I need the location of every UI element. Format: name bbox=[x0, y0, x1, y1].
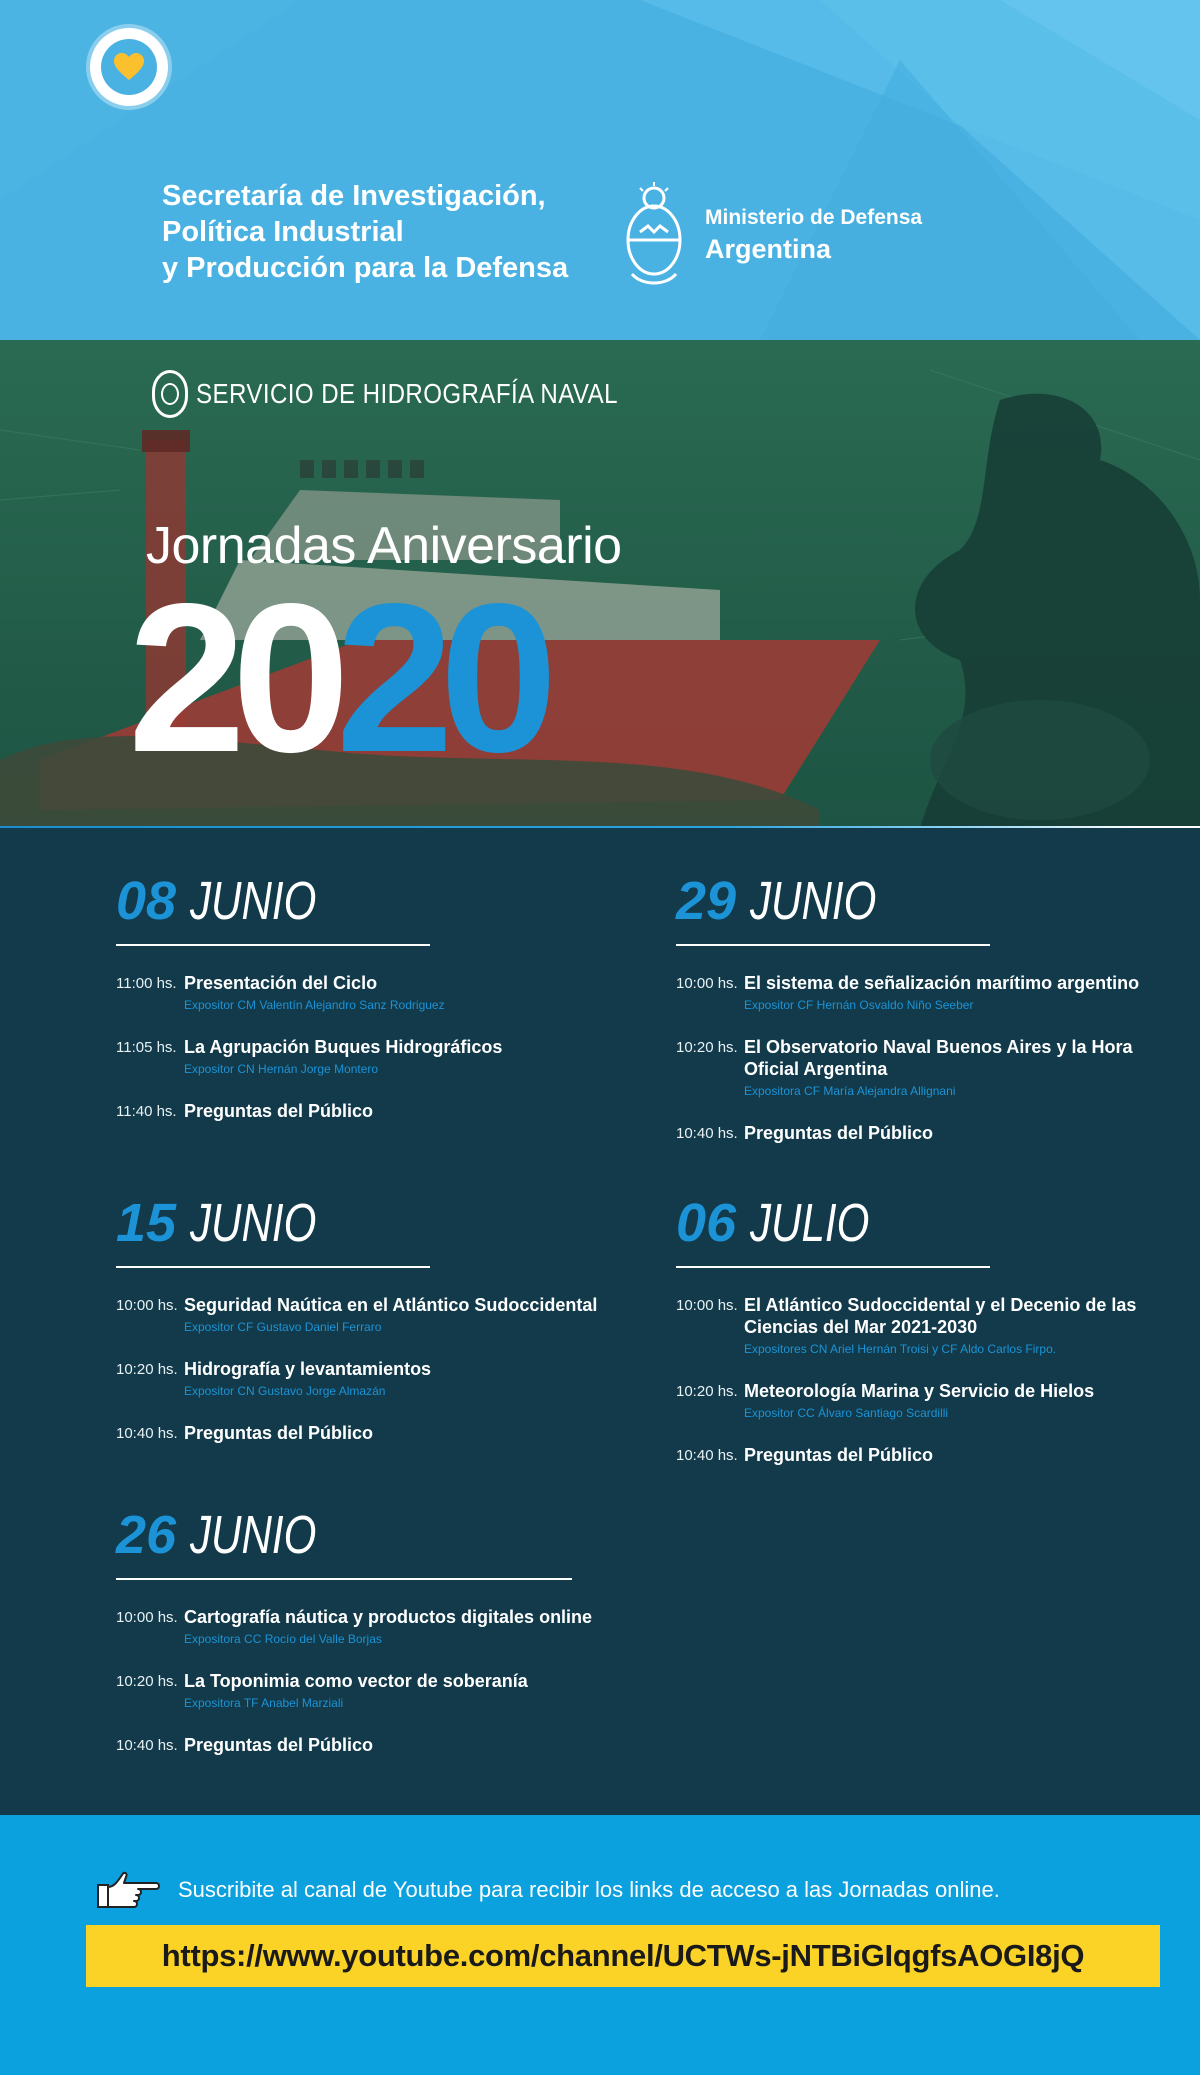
header-banner bbox=[0, 0, 1200, 340]
item-time: 10:20 hs. bbox=[676, 1383, 738, 1400]
day-block-29-junio bbox=[676, 870, 1166, 1168]
day-divider bbox=[676, 944, 990, 946]
item-time: 10:00 hs. bbox=[116, 1609, 178, 1626]
event-year bbox=[128, 559, 544, 796]
hero-banner bbox=[0, 340, 1200, 828]
item-title: Hidrografía y levantamientos bbox=[184, 1359, 432, 1379]
item-title: Preguntas del Público bbox=[184, 1101, 374, 1121]
day-month: JUNIO bbox=[750, 871, 877, 931]
item-time: 10:00 hs. bbox=[676, 1297, 738, 1314]
year-part-blue: 20 bbox=[335, 559, 544, 796]
heart-icon bbox=[114, 53, 144, 81]
item-time: 10:40 hs. bbox=[676, 1125, 738, 1142]
schedule-item bbox=[116, 1734, 636, 1756]
secretaria-line: Secretaría de Investigación, bbox=[162, 180, 546, 212]
day-number: 08 bbox=[116, 871, 177, 931]
item-speaker: Expositor CC Álvaro Santiago Scardilli bbox=[744, 1406, 949, 1420]
item-time: 10:20 hs. bbox=[116, 1673, 178, 1690]
ministerio-line-2: Argentina bbox=[705, 234, 832, 264]
item-title: Preguntas del Público bbox=[744, 1445, 934, 1465]
header-background-pattern bbox=[0, 0, 1200, 340]
schedule-item bbox=[116, 1606, 636, 1646]
item-speaker: Expositor CM Valentín Alejandro Sanz Rodriguez bbox=[184, 998, 445, 1012]
item-speaker: Expositor CN Hernán Jorge Montero bbox=[184, 1062, 379, 1076]
youtube-channel-link[interactable]: https://www.youtube.com/channel/UCTWs-jNTBiGIqgfsAOGI8jQ bbox=[161, 1938, 1085, 1973]
schedule-item bbox=[116, 1358, 636, 1398]
schedule-item bbox=[116, 1036, 616, 1076]
item-time: 10:00 hs. bbox=[676, 975, 738, 992]
schedule-item bbox=[116, 972, 616, 1012]
day-divider bbox=[116, 1578, 572, 1580]
day-number: 06 bbox=[676, 1193, 737, 1253]
day-number: 26 bbox=[116, 1505, 177, 1565]
item-title: El Atlántico Sudoccidental y el Decenio de las Ciencias del Mar 2021-2030 bbox=[744, 1295, 1137, 1337]
day-divider bbox=[676, 1266, 990, 1268]
item-title: La Agrupación Buques Hidrográficos bbox=[184, 1037, 503, 1057]
service-name: SERVICIO DE HIDROGRAFÍA NAVAL bbox=[196, 378, 618, 409]
schedule-item bbox=[116, 1422, 636, 1444]
ministerio-line-1: Ministerio de Defensa bbox=[705, 206, 923, 229]
item-title: Cartografía náutica y productos digitales online bbox=[184, 1607, 593, 1627]
day-block-15-junio bbox=[116, 1192, 636, 1468]
year-part-white: 20 bbox=[128, 559, 336, 796]
pointing-hand-icon bbox=[96, 1867, 160, 1913]
schedule-item bbox=[676, 1380, 1166, 1420]
item-title: Preguntas del Público bbox=[184, 1735, 374, 1755]
schedule-item bbox=[116, 1100, 616, 1122]
item-time: 11:05 hs. bbox=[116, 1039, 177, 1056]
day-number: 15 bbox=[116, 1193, 177, 1253]
day-block-06-julio bbox=[676, 1192, 1166, 1490]
schedule-item bbox=[116, 1294, 636, 1334]
item-time: 10:20 hs. bbox=[676, 1039, 738, 1056]
secretaria-line: Política Industrial bbox=[162, 216, 404, 248]
youtube-url-box bbox=[86, 1925, 1160, 1987]
day-month: JUNIO bbox=[190, 871, 317, 931]
event-title: Jornadas Aniversario bbox=[146, 517, 622, 575]
day-heading bbox=[116, 870, 616, 932]
item-speaker: Expositores CN Ariel Hernán Troisi y CF Aldo Carlos Firpo. bbox=[744, 1342, 1057, 1356]
national-coat-of-arms-icon bbox=[620, 182, 688, 286]
footer-banner bbox=[0, 1815, 1200, 2075]
schedule-section bbox=[0, 840, 1200, 1815]
schedule-item bbox=[676, 1444, 1166, 1466]
day-month: JUNIO bbox=[190, 1193, 317, 1253]
day-heading bbox=[676, 870, 1166, 932]
day-heading bbox=[116, 1192, 636, 1254]
item-speaker: Expositor CF Gustavo Daniel Ferraro bbox=[184, 1320, 382, 1334]
secretaria-name bbox=[162, 178, 602, 286]
item-speaker: Expositor CN Gustavo Jorge Almazán bbox=[184, 1384, 386, 1398]
schedule-item bbox=[676, 1294, 1166, 1356]
day-block-26-junio bbox=[116, 1504, 636, 1780]
day-block-08-junio bbox=[116, 870, 616, 1146]
ministerio-name bbox=[705, 206, 922, 265]
item-title: Preguntas del Público bbox=[744, 1123, 934, 1143]
day-divider bbox=[116, 944, 430, 946]
schedule-item bbox=[676, 972, 1166, 1012]
day-number: 29 bbox=[676, 871, 737, 931]
item-title: La Toponimia como vector de soberanía bbox=[184, 1671, 528, 1691]
day-heading bbox=[116, 1504, 636, 1566]
schedule-item bbox=[116, 1670, 636, 1710]
item-speaker: Expositor CF Hernán Osvaldo Niño Seeber bbox=[744, 998, 974, 1012]
item-title: Meteorología Marina y Servicio de Hielos bbox=[744, 1381, 1095, 1401]
item-speaker: Expositora CF María Alejandra Allignani bbox=[744, 1084, 956, 1098]
item-time: 10:20 hs. bbox=[116, 1361, 178, 1378]
day-divider bbox=[116, 1266, 430, 1268]
schedule-item bbox=[676, 1122, 1166, 1144]
day-month: JULIO bbox=[750, 1193, 870, 1253]
item-speaker: Expositora TF Anabel Marziali bbox=[184, 1696, 344, 1710]
item-time: 11:40 hs. bbox=[116, 1103, 177, 1120]
schedule-item bbox=[676, 1036, 1166, 1098]
item-title: El sistema de señalización marítimo argentino bbox=[744, 973, 1140, 993]
item-time: 11:00 hs. bbox=[116, 975, 177, 992]
servicio-hidrografia-logo bbox=[152, 370, 687, 418]
item-speaker: Expositora CC Rocío del Valle Borjas bbox=[184, 1632, 382, 1646]
item-time: 10:40 hs. bbox=[676, 1447, 738, 1464]
item-title: Seguridad Naútica en el Atlántico Sudoccidental bbox=[184, 1295, 598, 1315]
hero-stripe bbox=[0, 826, 1200, 828]
item-time: 10:40 hs. bbox=[116, 1737, 178, 1754]
item-time: 10:00 hs. bbox=[116, 1297, 178, 1314]
day-month: JUNIO bbox=[190, 1505, 317, 1565]
item-time: 10:40 hs. bbox=[116, 1425, 178, 1442]
heart-badge bbox=[90, 28, 168, 106]
day-heading bbox=[676, 1192, 1166, 1254]
item-title: Presentación del Ciclo bbox=[184, 973, 378, 993]
naval-seal-icon bbox=[152, 370, 188, 418]
item-title: Preguntas del Público bbox=[184, 1423, 374, 1443]
secretaria-line: y Producción para la Defensa bbox=[162, 252, 569, 284]
subscribe-text: Suscribite al canal de Youtube para recibir los links de acceso a las Jornadas online. bbox=[178, 1877, 1000, 1902]
item-title: El Observatorio Naval Buenos Aires y la Hora Oficial Argentina bbox=[744, 1037, 1133, 1079]
